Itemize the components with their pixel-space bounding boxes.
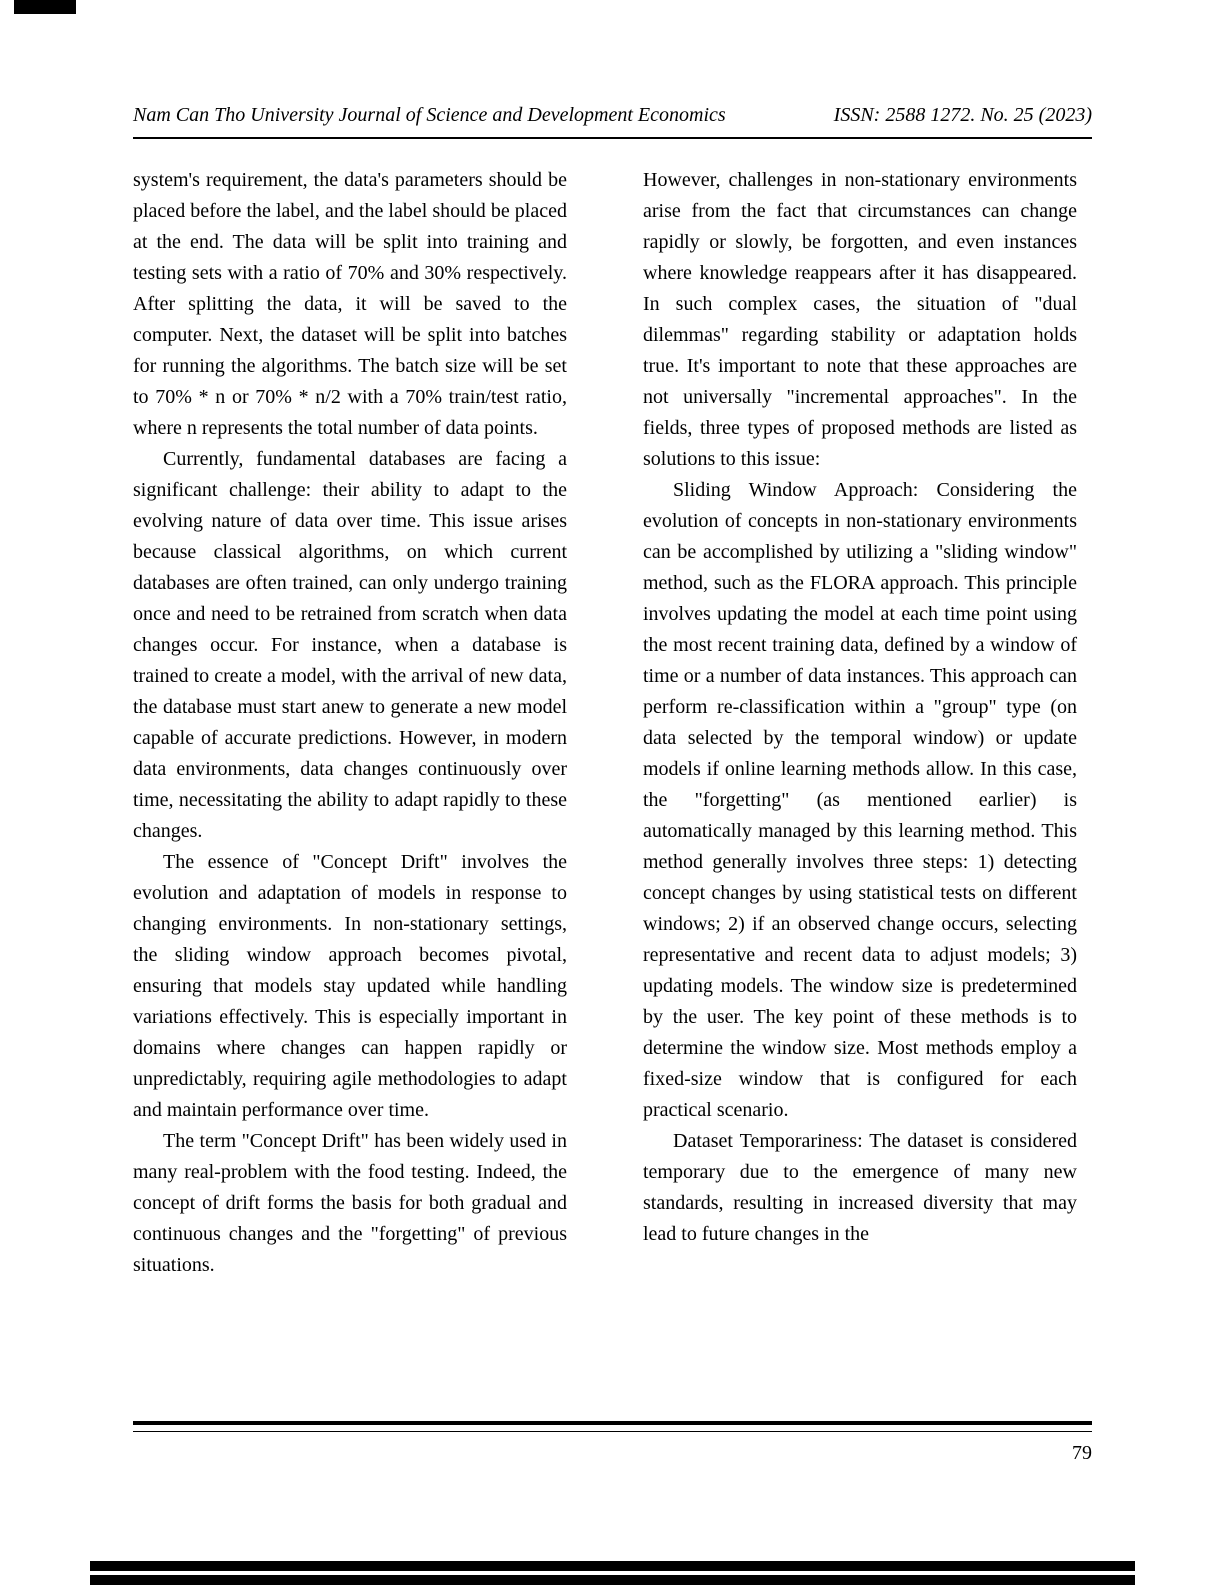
right-column: [643, 165, 1077, 1281]
paragraph: The term "Concept Drift" has been widely used in many real-problem with the food testing. Indeed, the concept of drift forms the basis for both gradual and continuous changes and the "forgetting" of previous situations.: [133, 1130, 567, 1276]
left-column: [133, 165, 567, 1281]
scan-artifact-top: [14, 0, 76, 14]
paragraph: Sliding Window Approach: Considering the evolution of concepts in non-stationary environments can be accomplished by utilizing a "sliding window" method, such as the FLORA approach. This principle involves updating the model at each time point using the most recent training data, defined by a window of time or a number of data instances. This approach can perform re-classification within a "group" type (on data selected by the temporal window) or update models if online learning methods allow. In this case, the "forgetting" (as mentioned earlier) is automatically managed by this learning method. This method generally involves three steps: 1) detecting concept changes by using statistical tests on different windows; 2) if an observed change occurs, selecting representative and recent data to adjust models; 3) updating models. The window size is predetermined by the user. The key point of these methods is to determine the window size. Most methods employ a fixed-size window that is configured for each practical scenario.: [643, 479, 1077, 1121]
footer-rule: [133, 1421, 1092, 1432]
scan-artifact-bottom: [90, 1561, 1135, 1585]
issn-issue-info: ISSN: 2588 1272. No. 25 (2023): [833, 104, 1092, 126]
scan-artifact-white-stripe: [90, 1571, 1135, 1575]
paragraph: However, challenges in non-stationary environments arise from the fact that circumstances can change rapidly or slowly, be forgotten, and even instances where knowledge reappears after it has disappeared. In such complex cases, the situation of "dual dilemmas" regarding stability or adaptation holds true. It's important to note that these approaches are not universally "incremental approaches". In the fields, three types of proposed methods are listed as solutions to this issue:: [643, 169, 1077, 470]
paragraph: system's requirement, the data's parameters should be placed before the label, and the label should be placed at the end. The data will be split into training and testing sets with a ratio of 70% and 30% respectively. After splitting the data, it will be saved to the computer. Next, the dataset will be split into batches for running the algorithms. The batch size will be set to 70% * n or 70% * n/2 with a 70% train/test ratio, where n represents the total number of data points.: [133, 169, 567, 439]
paragraph: Currently, fundamental databases are facing a significant challenge: their ability to adapt to the evolving nature of data over time. This issue arises because classical algorithms, on which current databases are often trained, can only undergo training once and need to be retrained from scratch when data changes occur. For instance, when a database is trained to create a model, with the arrival of new data, the database must start anew to generate a new model capable of accurate predictions. However, in modern data environments, data changes continuously over time, necessitating the ability to adapt rapidly to these changes.: [133, 448, 567, 842]
two-column-content: [133, 165, 1078, 1281]
page-header: [133, 103, 1092, 127]
header-rule: [133, 137, 1092, 139]
paragraph: The essence of "Concept Drift" involves the evolution and adaptation of models in response to changing environments. In non-stationary settings, the sliding window approach becomes pivotal, ensuring that models stay updated while handling variations effectively. This is especially important in domains where changes can happen rapidly or unpredictably, requiring agile methodologies to adapt and maintain performance over time.: [133, 851, 567, 1121]
page-number: 79: [1072, 1442, 1092, 1464]
paragraph: Dataset Temporariness: The dataset is considered temporary due to the emergence of many new standards, resulting in increased diversity that may lead to future changes in the: [643, 1130, 1077, 1245]
journal-title: Nam Can Tho University Journal of Science and Development Economics: [133, 104, 726, 126]
